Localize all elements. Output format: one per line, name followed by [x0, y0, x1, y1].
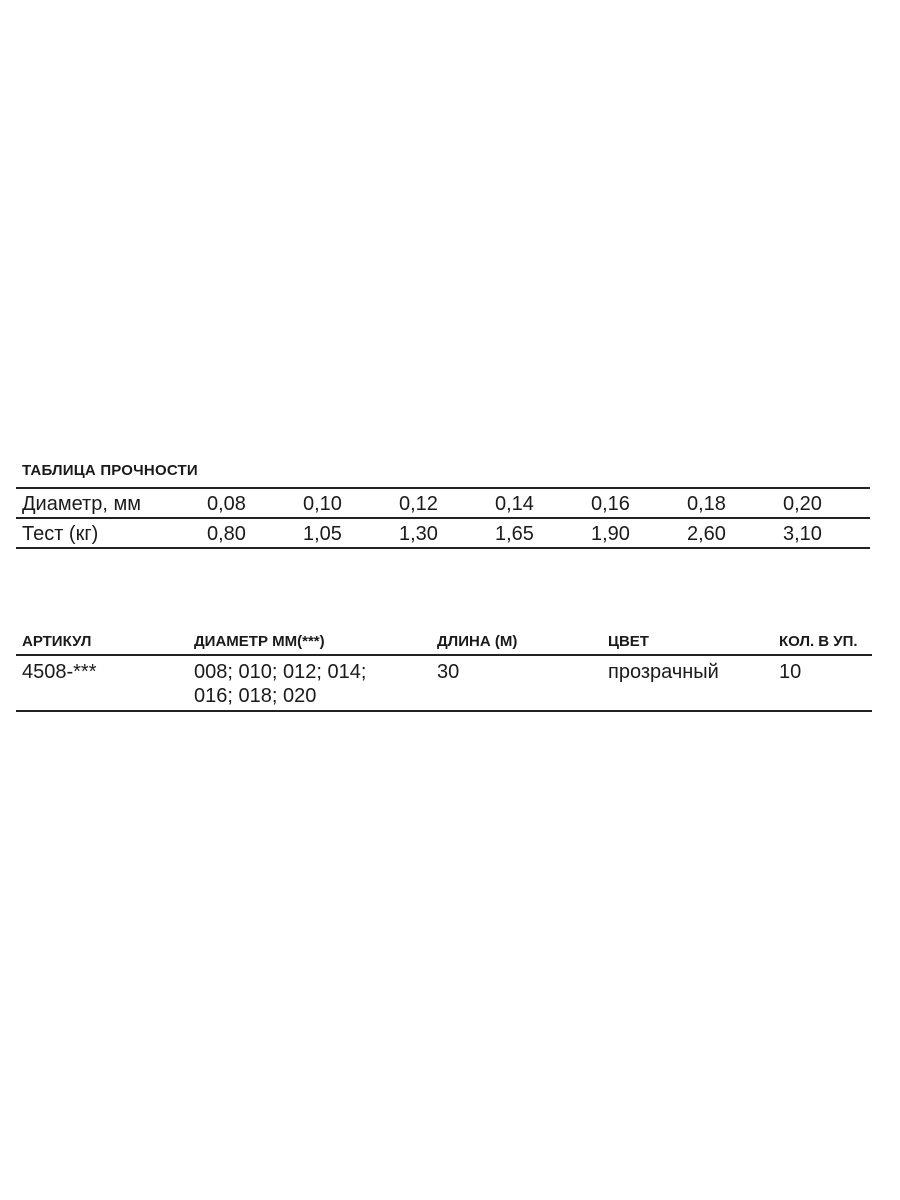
product-table-header	[16, 630, 872, 656]
row-label: Диаметр, мм	[22, 493, 141, 515]
header-length: ДЛИНА (М)	[437, 633, 518, 650]
table-cell: 1,90	[591, 523, 630, 545]
table-cell: 0,20	[783, 493, 822, 515]
strength-row-diameter	[16, 489, 870, 519]
table-cell: 0,18	[687, 493, 726, 515]
product-table	[16, 630, 872, 712]
table-cell: 0,16	[591, 493, 630, 515]
header-article: АРТИКУЛ	[22, 633, 92, 650]
table-cell: 1,05	[303, 523, 342, 545]
header-color: ЦВЕТ	[608, 633, 649, 650]
table-cell: 1,30	[399, 523, 438, 545]
table-cell: 0,80	[207, 523, 246, 545]
header-diameter: ДИАМЕТР ММ(***)	[194, 633, 325, 650]
strength-table-title: ТАБЛИЦА ПРОЧНОСТИ	[22, 462, 198, 479]
strength-table-section	[16, 462, 870, 549]
strength-row-test	[16, 519, 870, 549]
cell-quantity: 10	[779, 661, 802, 683]
table-cell: 0,12	[399, 493, 438, 515]
table-cell: 0,14	[495, 493, 534, 515]
cell-diameter: 008; 010; 012; 014; 016; 018; 020	[194, 661, 367, 707]
table-cell: 0,08	[207, 493, 246, 515]
table-cell: 0,10	[303, 493, 342, 515]
table-cell: 1,65	[495, 523, 534, 545]
cell-article: 4508-***	[22, 661, 97, 683]
cell-color: прозрачный	[608, 661, 719, 683]
cell-length: 30	[437, 661, 460, 683]
header-quantity: КОЛ. В УП.	[779, 633, 858, 650]
strength-table	[16, 487, 870, 549]
row-label: Тест (кг)	[22, 523, 99, 545]
table-cell: 2,60	[687, 523, 726, 545]
table-row	[16, 656, 872, 712]
table-cell: 3,10	[783, 523, 822, 545]
